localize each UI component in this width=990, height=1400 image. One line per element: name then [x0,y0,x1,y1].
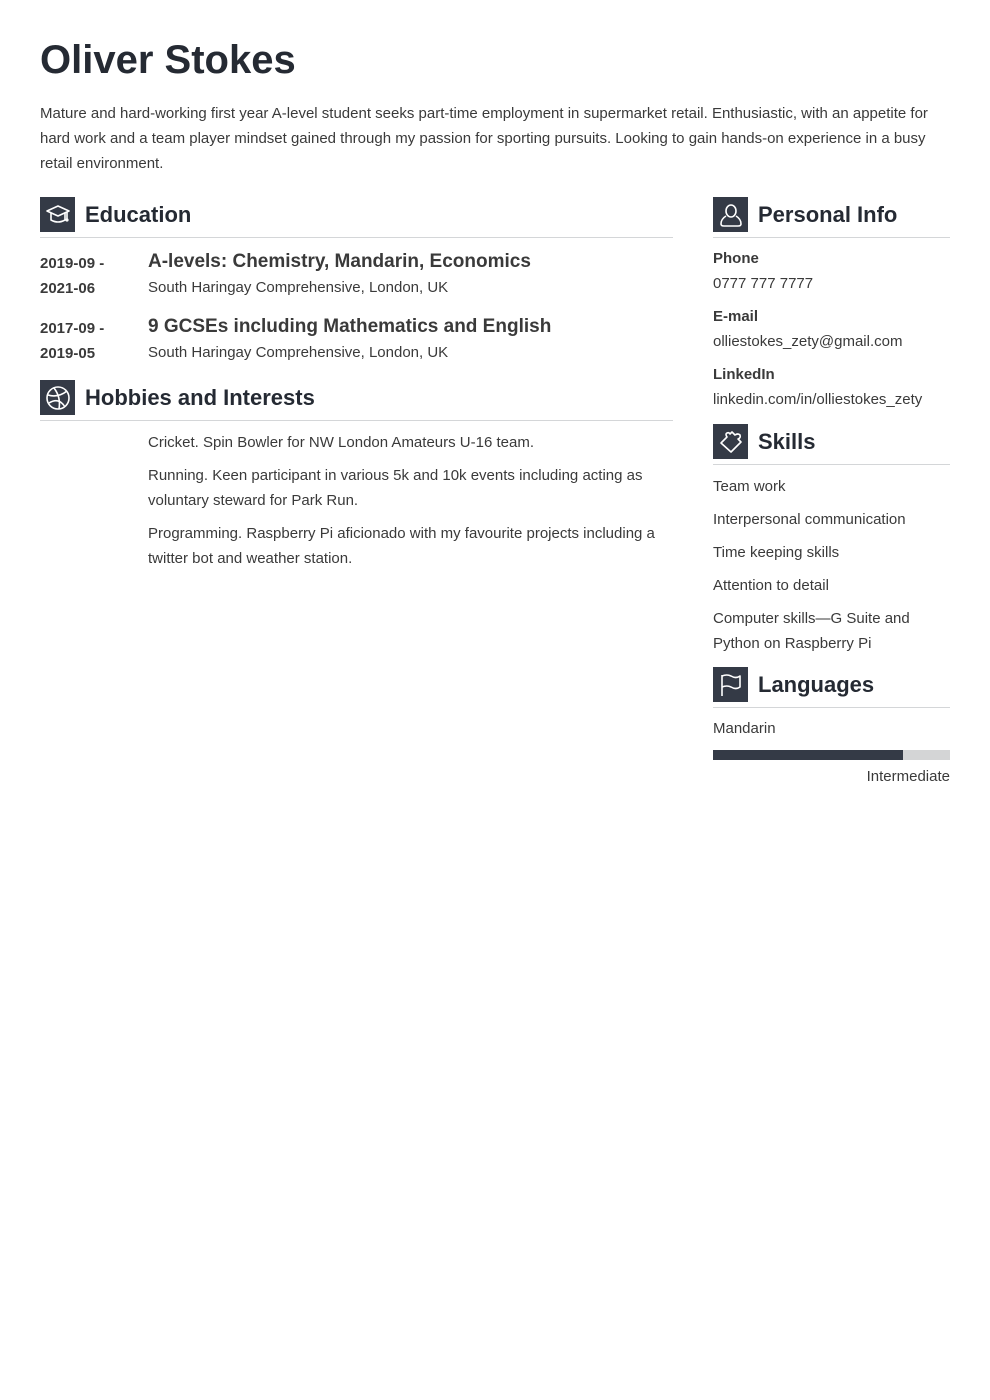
skill-item: Computer skills—G Suite and Python on Raspberry Pi [713,610,910,652]
skill-item: Time keeping skills [713,544,840,561]
skill-item: Attention to detail [713,577,829,594]
language-proficiency-fill [713,750,903,760]
flag-icon [713,667,748,702]
basketball-icon [40,380,75,415]
hobby-item: Running. Keen participant in various 5k and 10k events including acting as voluntary steward for Park Run. [148,467,643,509]
language-proficiency-bar [713,750,950,760]
education-section-header [40,197,673,238]
personal-info-title: Personal Info [758,202,898,227]
hobbies-list [148,430,673,579]
email-value[interactable]: olliestokes_zety@gmail.com [713,333,903,350]
languages-section-header [713,667,950,708]
education-title: Education [85,202,192,227]
date-start: 2017-09 - [40,320,105,337]
hobby-item: Cricket. Spin Bowler for NW London Amateurs U-16 team. [148,434,534,451]
date-end: 2019-05 [40,345,96,362]
education-dates [40,316,140,366]
personal-info-section-header [713,197,950,238]
skill-item: Team work [713,478,786,495]
phone-label: Phone [713,250,759,267]
education-degree: A-levels: Chemistry, Mandarin, Economics [148,251,531,272]
education-degree: 9 GCSEs including Mathematics and English [148,316,552,337]
email-label: E-mail [713,308,759,325]
language-level: Intermediate [866,768,950,785]
puzzle-piece-icon [713,424,748,459]
candidate-name: Oliver Stokes [40,38,296,82]
phone-value: 0777 777 7777 [713,275,814,292]
profile-summary: Mature and hard-working first year A-level student seeks part-time employment in supermarket retail. Enthusiastic, with an appetite for hard work and a team player mindset gained through my passion for sporting pursuits. Looking to gain hands-on experience in a busy retail environment. [40,105,928,172]
skill-item: Interpersonal communication [713,511,906,528]
languages-title: Languages [758,672,875,697]
skills-title: Skills [758,429,816,454]
skills-list [713,474,950,664]
hobbies-title: Hobbies and Interests [85,385,315,410]
education-dates [40,251,140,301]
language-name: Mandarin [713,720,776,737]
linkedin-label: LinkedIn [713,366,775,383]
date-end: 2021-06 [40,280,96,297]
education-school: South Haringay Comprehensive, London, UK [148,344,449,361]
graduation-cap-icon [40,197,75,232]
skills-section-header [713,424,950,465]
hobbies-section-header [40,380,673,421]
linkedin-value[interactable]: linkedin.com/in/olliestokes_zety [713,391,923,408]
date-start: 2019-09 - [40,255,105,272]
hobby-item: Programming. Raspberry Pi aficionado with my favourite projects including a twitter bot and weather station. [148,525,655,567]
user-icon [713,197,748,232]
education-school: South Haringay Comprehensive, London, UK [148,279,449,296]
